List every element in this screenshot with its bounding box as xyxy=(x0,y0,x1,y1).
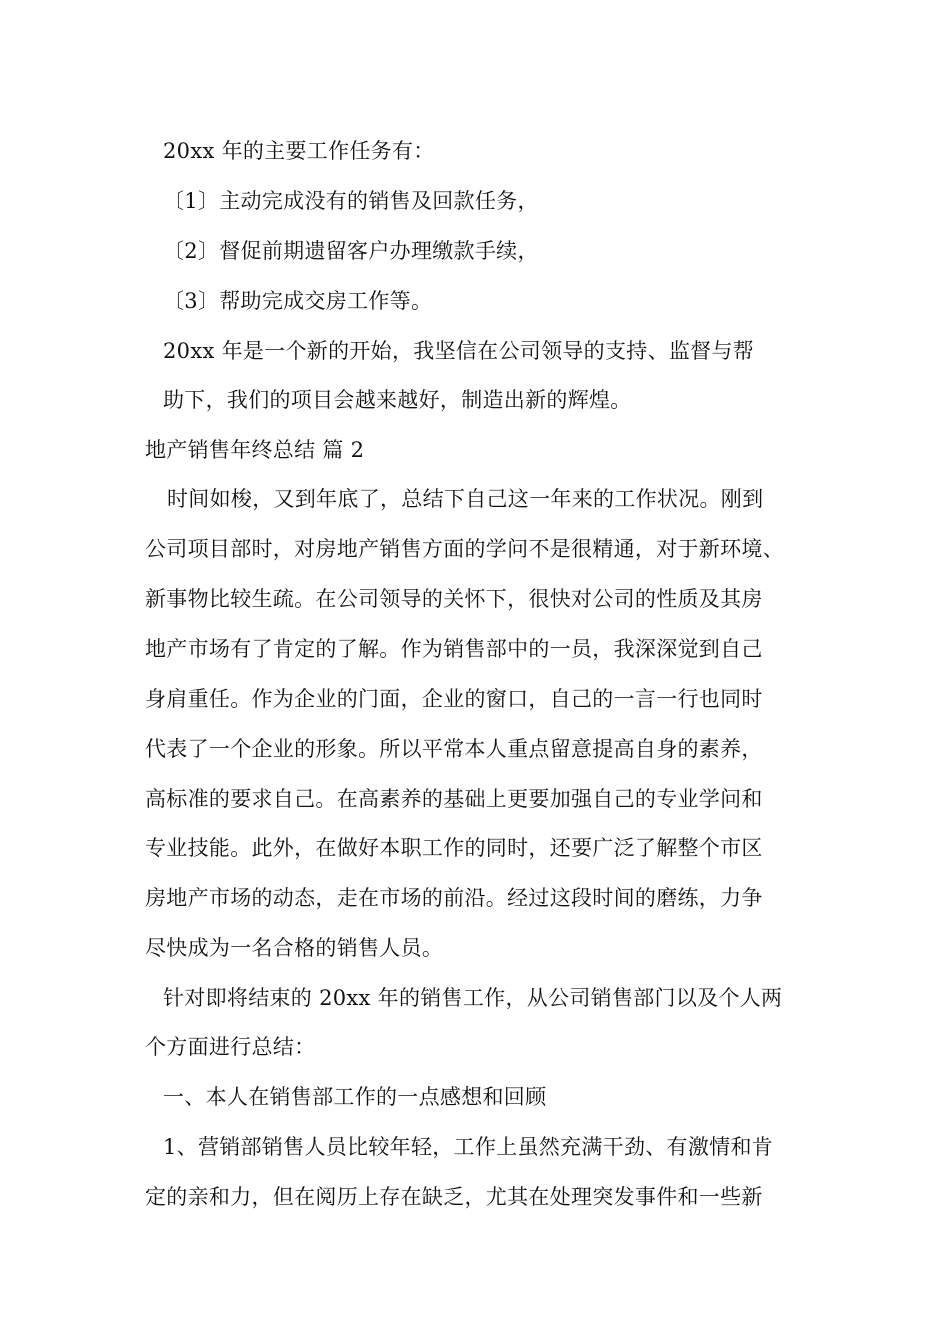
text-line: 20xx 年是一个新的开始，我坚信在公司领导的支持、监督与帮 xyxy=(163,339,755,363)
text-line: 房地产市场的动态，走在市场的前沿。经过这段时间的磨练，力争 xyxy=(145,886,763,910)
text-line: 代表了一个企业的形象。所以平常本人重点留意提高自身的素养， xyxy=(145,737,763,761)
subheading: 一、本人在销售部工作的一点感想和回顾 xyxy=(163,1085,547,1109)
text-line: 身肩重任。作为企业的门面，企业的窗口，自己的一言一行也同时 xyxy=(145,687,763,711)
text-line: 专业技能。此外，在做好本职工作的同时，还要广泛了解整个市区 xyxy=(145,836,763,860)
text-line: 针对即将结束的 20xx 年的销售工作，从公司销售部门以及个人两 xyxy=(163,986,783,1010)
text-line: 时间如梭，又到年底了，总结下自己这一年来的工作状况。刚到 xyxy=(167,487,764,511)
text-line: 1、营销部销售人员比较年轻，工作上虽然充满干劲、有激情和肯 xyxy=(163,1135,774,1159)
section-heading: 地产销售年终总结 篇 2 xyxy=(145,438,365,462)
text-line: 20xx 年的主要工作任务有： xyxy=(163,139,435,163)
text-line: 地产市场有了肯定的了解。作为销售部中的一员，我深深觉到自己 xyxy=(145,637,763,661)
text-line: 定的亲和力，但在阅历上存在缺乏，尤其在处理突发事件和一些新 xyxy=(145,1185,763,1209)
text-line: 尽快成为一名合格的销售人员。 xyxy=(145,936,444,960)
text-line: 高标准的要求自己。在高素养的基础上更要加强自己的专业学问和 xyxy=(145,787,763,811)
text-line: 〔2〕督促前期遗留客户办理缴款手续， xyxy=(163,239,539,263)
text-line: 〔1〕主动完成没有的销售及回款任务， xyxy=(163,189,539,213)
text-line: 个方面进行总结： xyxy=(145,1035,316,1059)
text-line: 新事物比较生疏。在公司领导的关怀下，很快对公司的性质及其房 xyxy=(145,587,763,611)
text-line: 〔3〕帮助完成交房工作等。 xyxy=(163,289,433,313)
text-line: 公司项目部时，对房地产销售方面的学问不是很精通，对于新环境、 xyxy=(145,537,784,561)
text-line: 助下，我们的项目会越来越好，制造出新的辉煌。 xyxy=(163,388,632,412)
